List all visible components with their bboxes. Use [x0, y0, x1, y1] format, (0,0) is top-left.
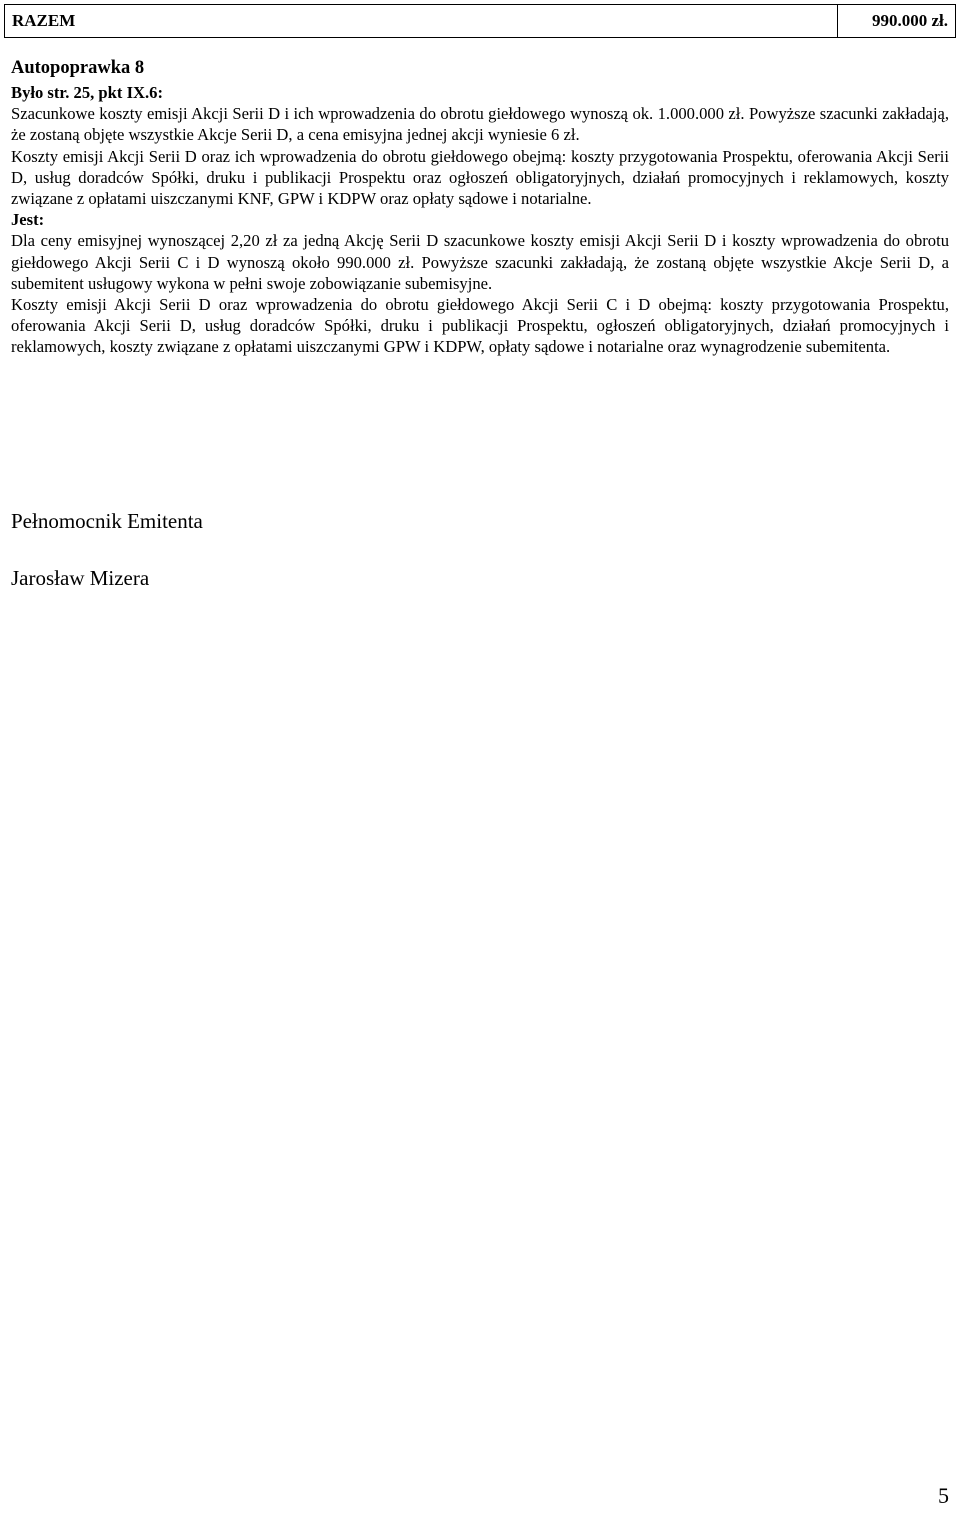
- before-paragraph-1: Szacunkowe koszty emisji Akcji Serii D i ich wprowadzenia do obrotu giełdowego wynoszą ok. 1.000.000 zł. Powyższe szacunki zakładają, że zostaną objęte wszystkie Akcje Serii D, a cena emisyjna jednej akcji wyniesie 6 zł.: [11, 104, 949, 145]
- total-label: RAZEM: [5, 5, 838, 38]
- total-row: [5, 5, 956, 38]
- signature-name: Jarosław Mizera: [11, 566, 150, 590]
- after-label: Jest:: [11, 210, 45, 230]
- after-paragraph-1: Dla ceny emisyjnej wynoszącej 2,20 zł za jedną Akcję Serii D szacunkowe koszty emisji Akcji Serii D i koszty wprowadzenia do obrotu giełdowego Akcji Serii C i D wynoszą około 990.000 zł. Powyższe szacunki zakładają, że zostaną objęte wszystkie Akcje Serii D, a subemitent usługowy wykona w pełni swoje zobowiązanie subemisyjne.: [11, 231, 949, 293]
- amendment-section: [11, 57, 949, 358]
- before-paragraph-2: Koszty emisji Akcji Serii D oraz ich wprowadzenia do obrotu giełdowego obejmą: koszty przygotowania Prospektu, oferowania Akcji Serii D, usług doradców Spółki, druku i publikacji Prospektu oraz ogłoszeń obligatoryjnych, działań promocyjnych i reklamowych, koszty związane z opłatami uiszczanymi KNF, GPW i KDPW oraz opłaty sądowe i notarialne.: [11, 146, 949, 209]
- section-heading: Autopoprawka 8: [11, 58, 145, 78]
- before-label: Było str. 25, pkt IX.6:: [11, 83, 163, 102]
- after-paragraph-2: Koszty emisji Akcji Serii D oraz wprowadzenia do obrotu giełdowego Akcji Serii C i D obejmą: koszty przygotowania Prospektu, oferowania Akcji Serii D, usług doradców Spółki, druku i publikacji Prospektu, ogłoszeń obligatoryjnych, działań promocyjnych i reklamowych, koszty związane z opłatami uiszczanymi GPW i KDPW, opłaty sądowe i notarialne oraz wynagrodzenie subemitenta.: [11, 295, 949, 357]
- total-table: [4, 4, 956, 38]
- page-number: 5: [938, 1483, 949, 1508]
- signature-role: Pełnomocnik Emitenta: [11, 509, 203, 533]
- total-amount: 990.000 zł.: [838, 5, 956, 38]
